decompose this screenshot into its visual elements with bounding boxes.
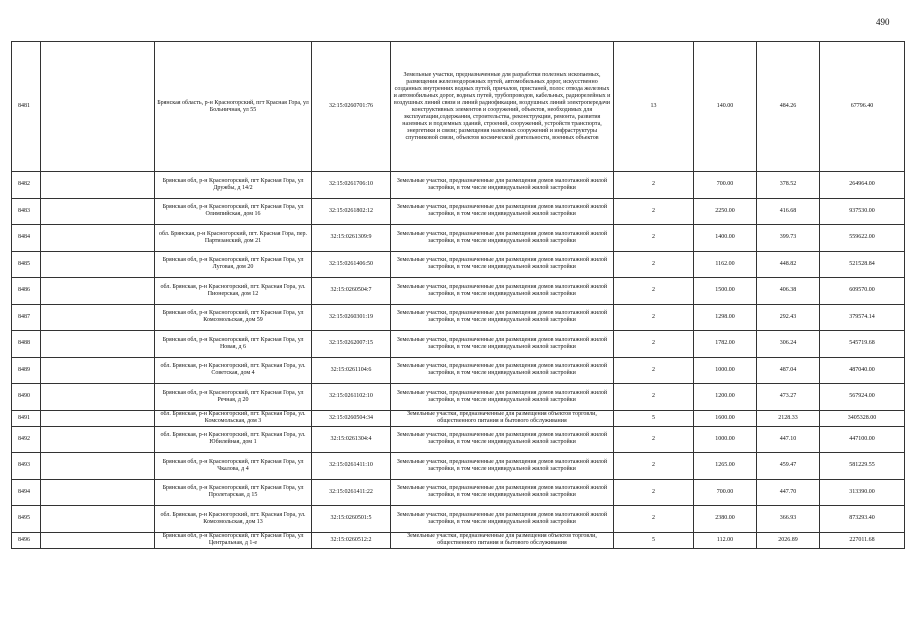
blank-cell	[41, 453, 155, 480]
blank-cell	[41, 532, 155, 548]
address: обл. Брянская, р-н Красногорский, пгт. Красная Гора, ул. Советская, дом 4	[155, 357, 312, 384]
cadastral-number: 32:15:0261406:50	[312, 251, 391, 278]
specific-value: 487.04	[757, 357, 820, 384]
land-use-type: Земельные участки, предназначенные для размещения домов малоэтажной жилой застройки, в том числе индивидуальной жилой застройки	[391, 331, 614, 358]
cadastral-number: 32:15:0260701:76	[312, 42, 391, 172]
blank-cell	[41, 506, 155, 533]
address: обл. Брянская, р-н Красногорский, пгт. Красная Гора, ул. Комсомольская, дом 3	[155, 410, 312, 426]
table-row	[12, 304, 905, 331]
table-body	[12, 42, 905, 549]
address: Брянская обл, р-н Красногорский, пгт Красная Гора, ул Луговая, дом 20	[155, 251, 312, 278]
land-use-type: Земельные участки, предназначенные для размещения домов малоэтажной жилой застройки, в том числе индивидуальной жилой застройки	[391, 251, 614, 278]
cadastral-value: 67796.40	[820, 42, 905, 172]
cadastral-number: 32:15:0261102:10	[312, 384, 391, 411]
table-row	[12, 278, 905, 305]
record-number: 8496	[12, 532, 41, 548]
table-row	[12, 172, 905, 199]
record-number: 8493	[12, 453, 41, 480]
table-row	[12, 384, 905, 411]
cadastral-number: 32:15:0262007:15	[312, 331, 391, 358]
blank-cell	[41, 278, 155, 305]
area: 1265.00	[694, 453, 757, 480]
area: 2380.00	[694, 506, 757, 533]
page-number: 490	[876, 17, 890, 27]
table-row	[12, 42, 905, 172]
area: 112.00	[694, 532, 757, 548]
cadastral-value: 447100.00	[820, 426, 905, 453]
cadastral-value: 567924.00	[820, 384, 905, 411]
group-number: 2	[614, 426, 694, 453]
blank-cell	[41, 304, 155, 331]
address: Брянская обл, р-н Красногорский, пгт Красная Гора, ул Олимпийская, дом 16	[155, 198, 312, 225]
table-row	[12, 331, 905, 358]
land-use-type: Земельные участки, предназначенные для размещения домов малоэтажной жилой застройки, в том числе индивидуальной жилой застройки	[391, 384, 614, 411]
record-number: 8487	[12, 304, 41, 331]
blank-cell	[41, 384, 155, 411]
group-number: 2	[614, 278, 694, 305]
group-number: 2	[614, 506, 694, 533]
cadastral-value: 264964.00	[820, 172, 905, 199]
address: Брянская обл, р-н Красногорский, пгт Красная Гора, ул Чкалова, д 4	[155, 453, 312, 480]
area: 1000.00	[694, 357, 757, 384]
land-use-type: Земельные участки, предназначенные для размещения домов малоэтажной жилой застройки, в том числе индивидуальной жилой застройки	[391, 304, 614, 331]
cadastral-number: 32:15:0261104:6	[312, 357, 391, 384]
land-use-type: Земельные участки, предназначенные для размещения домов малоэтажной жилой застройки, в том числе индивидуальной жилой застройки	[391, 479, 614, 506]
specific-value: 378.52	[757, 172, 820, 199]
cadastral-value: 609570.00	[820, 278, 905, 305]
record-number: 8485	[12, 251, 41, 278]
cadastral-number: 32:15:0261411:22	[312, 479, 391, 506]
specific-value: 416.68	[757, 198, 820, 225]
cadastral-value: 581229.55	[820, 453, 905, 480]
record-number: 8481	[12, 42, 41, 172]
address: Брянская обл, р-н Красногорский, пгт Красная Гора, ул Комсомольская, дом 59	[155, 304, 312, 331]
specific-value: 459.47	[757, 453, 820, 480]
cadastral-value: 379574.14	[820, 304, 905, 331]
cadastral-number: 32:15:0261706:10	[312, 172, 391, 199]
area: 1298.00	[694, 304, 757, 331]
specific-value: 447.10	[757, 426, 820, 453]
land-use-type: Земельные участки, предназначенные для размещения домов малоэтажной жилой застройки, в том числе индивидуальной жилой застройки	[391, 172, 614, 199]
cadastral-number: 32:15:0261309:9	[312, 225, 391, 252]
table-row	[12, 410, 905, 426]
area: 700.00	[694, 172, 757, 199]
address: обл. Брянская, р-н Красногорский, пгт. Красная Гора, ул. Пионерская, дом 12	[155, 278, 312, 305]
cadastral-value: 227011.68	[820, 532, 905, 548]
table-row	[12, 198, 905, 225]
table-row	[12, 453, 905, 480]
cadastral-value: 313390.00	[820, 479, 905, 506]
cadastral-value: 873293.40	[820, 506, 905, 533]
address: Брянская обл, р-н Красногорский, пгт Красная Гора, ул Центральная, д 1-е	[155, 532, 312, 548]
table-row	[12, 225, 905, 252]
address: обл. Брянская, р-н Красногорский, пгт. Красная Гора, пер. Партизанский, дом 21	[155, 225, 312, 252]
address: Брянская обл, р-н Красногорский, пгт Красная Гора, ул Речная, д 20	[155, 384, 312, 411]
specific-value: 2128.33	[757, 410, 820, 426]
blank-cell	[41, 479, 155, 506]
cadastral-number: 32:15:0260504:7	[312, 278, 391, 305]
land-use-type: Земельные участки, предназначенные для размещения объектов торговли, общественного питания и бытового обслуживания	[391, 532, 614, 548]
group-number: 2	[614, 304, 694, 331]
record-number: 8482	[12, 172, 41, 199]
table-row	[12, 426, 905, 453]
group-number: 5	[614, 410, 694, 426]
cadastral-number: 32:15:0261304:4	[312, 426, 391, 453]
cadastral-value: 559622.00	[820, 225, 905, 252]
record-number: 8483	[12, 198, 41, 225]
land-use-type: Земельные участки, предназначенные для размещения домов малоэтажной жилой застройки, в том числе индивидуальной жилой застройки	[391, 426, 614, 453]
specific-value: 448.82	[757, 251, 820, 278]
record-number: 8495	[12, 506, 41, 533]
cadastral-value: 487040.00	[820, 357, 905, 384]
address: обл. Брянская, р-н Красногорский, пгт. Красная Гора, ул. Юбилейная, дом 1	[155, 426, 312, 453]
specific-value: 292.43	[757, 304, 820, 331]
specific-value: 2026.89	[757, 532, 820, 548]
cadastral-number: 32:15:0261411:10	[312, 453, 391, 480]
specific-value: 484.26	[757, 42, 820, 172]
area: 1400.00	[694, 225, 757, 252]
record-number: 8494	[12, 479, 41, 506]
area: 1600.00	[694, 410, 757, 426]
blank-cell	[41, 198, 155, 225]
specific-value: 366.93	[757, 506, 820, 533]
table-row	[12, 251, 905, 278]
record-number: 8488	[12, 331, 41, 358]
cadastral-number: 32:15:0260501:5	[312, 506, 391, 533]
group-number: 2	[614, 479, 694, 506]
cadastral-value: 521528.84	[820, 251, 905, 278]
blank-cell	[41, 410, 155, 426]
address: Брянская обл, р-н Красногорский, пгт Красная Гора, ул Дружбы, д 14/2	[155, 172, 312, 199]
area: 1782.00	[694, 331, 757, 358]
address: Брянская обл, р-н Красногорский, пгт Красная Гора, ул Пролетарская, д 15	[155, 479, 312, 506]
address: Брянская обл, р-н Красногорский, пгт Красная Гора, ул Новая, д 6	[155, 331, 312, 358]
specific-value: 399.73	[757, 225, 820, 252]
area: 1000.00	[694, 426, 757, 453]
cadastral-value: 545719.68	[820, 331, 905, 358]
area: 700.00	[694, 479, 757, 506]
group-number: 2	[614, 225, 694, 252]
table-row	[12, 479, 905, 506]
blank-cell	[41, 426, 155, 453]
group-number: 2	[614, 251, 694, 278]
cadastral-number: 32:15:0260504:34	[312, 410, 391, 426]
group-number: 5	[614, 532, 694, 548]
blank-cell	[41, 357, 155, 384]
land-use-type: Земельные участки, предназначенные для размещения домов малоэтажной жилой застройки, в том числе индивидуальной жилой застройки	[391, 225, 614, 252]
group-number: 2	[614, 172, 694, 199]
area: 1162.00	[694, 251, 757, 278]
blank-cell	[41, 172, 155, 199]
area: 1500.00	[694, 278, 757, 305]
blank-cell	[41, 251, 155, 278]
record-number: 8489	[12, 357, 41, 384]
specific-value: 406.38	[757, 278, 820, 305]
record-number: 8492	[12, 426, 41, 453]
specific-value: 447.70	[757, 479, 820, 506]
land-use-type: Земельные участки, предназначенные для размещения домов малоэтажной жилой застройки, в том числе индивидуальной жилой застройки	[391, 453, 614, 480]
cadastral-number: 32:15:0260301:19	[312, 304, 391, 331]
area: 2250.00	[694, 198, 757, 225]
area: 1200.00	[694, 384, 757, 411]
group-number: 2	[614, 453, 694, 480]
record-number: 8486	[12, 278, 41, 305]
blank-cell	[41, 42, 155, 172]
land-use-type: Земельные участки, предназначенные для размещения домов малоэтажной жилой застройки, в том числе индивидуальной жилой застройки	[391, 198, 614, 225]
land-use-type: Земельные участки, предназначенные для размещения домов малоэтажной жилой застройки, в том числе индивидуальной жилой застройки	[391, 506, 614, 533]
land-use-type: Земельные участки, предназначенные для размещения объектов торговли, общественного питания и бытового обслуживания	[391, 410, 614, 426]
cadastral-number: 32:15:0261802:12	[312, 198, 391, 225]
group-number: 2	[614, 331, 694, 358]
table-row	[12, 506, 905, 533]
group-number: 2	[614, 384, 694, 411]
group-number: 13	[614, 42, 694, 172]
blank-cell	[41, 225, 155, 252]
land-use-type: Земельные участки, предназначенные для размещения домов малоэтажной жилой застройки, в том числе индивидуальной жилой застройки	[391, 357, 614, 384]
record-number: 8490	[12, 384, 41, 411]
table-row	[12, 532, 905, 548]
cadastral-number: 32:15:0260512:2	[312, 532, 391, 548]
record-number: 8484	[12, 225, 41, 252]
address: Брянская область, р-н Красногорский, пгт Красная Гора, ул Больничная, ул 55	[155, 42, 312, 172]
blank-cell	[41, 331, 155, 358]
cadastral-value: 3405328.00	[820, 410, 905, 426]
cadastral-value: 937530.00	[820, 198, 905, 225]
specific-value: 473.27	[757, 384, 820, 411]
group-number: 2	[614, 357, 694, 384]
address: обл. Брянская, р-н Красногорский, пгт. Красная Гора, ул. Комсомольская, дом 13	[155, 506, 312, 533]
cadastral-value-table	[11, 41, 905, 549]
land-use-type: Земельные участки, предназначенные для размещения домов малоэтажной жилой застройки, в том числе индивидуальной жилой застройки	[391, 278, 614, 305]
specific-value: 306.24	[757, 331, 820, 358]
group-number: 2	[614, 198, 694, 225]
area: 140.00	[694, 42, 757, 172]
record-number: 8491	[12, 410, 41, 426]
table-row	[12, 357, 905, 384]
land-use-type: Земельные участки, предназначенные для разработки полезных ископаемых, размещения железнодорожных путей, автомобильных дорог, искусственно созданных внутренних водных путей, причалов, пристаней, полос отвода железных и автомобильных дорог, водных путей, трубопроводов, кабельных, радиорелейных и воздушных линий связи и линий радиофикации, воздушных линий электропередачи конструктивных элементов и сооружений, объектов, необходимых для эксплуатации,содержания, строительства, реконструкции, ремонта, развития наземных и подземных зданий, строений, сооружений, устройств транспорта, энергетики и связи; размещения наземных сооружений и инфраструктуры спутниковой связи, объектов космической деятельности, военных объектов	[391, 42, 614, 172]
